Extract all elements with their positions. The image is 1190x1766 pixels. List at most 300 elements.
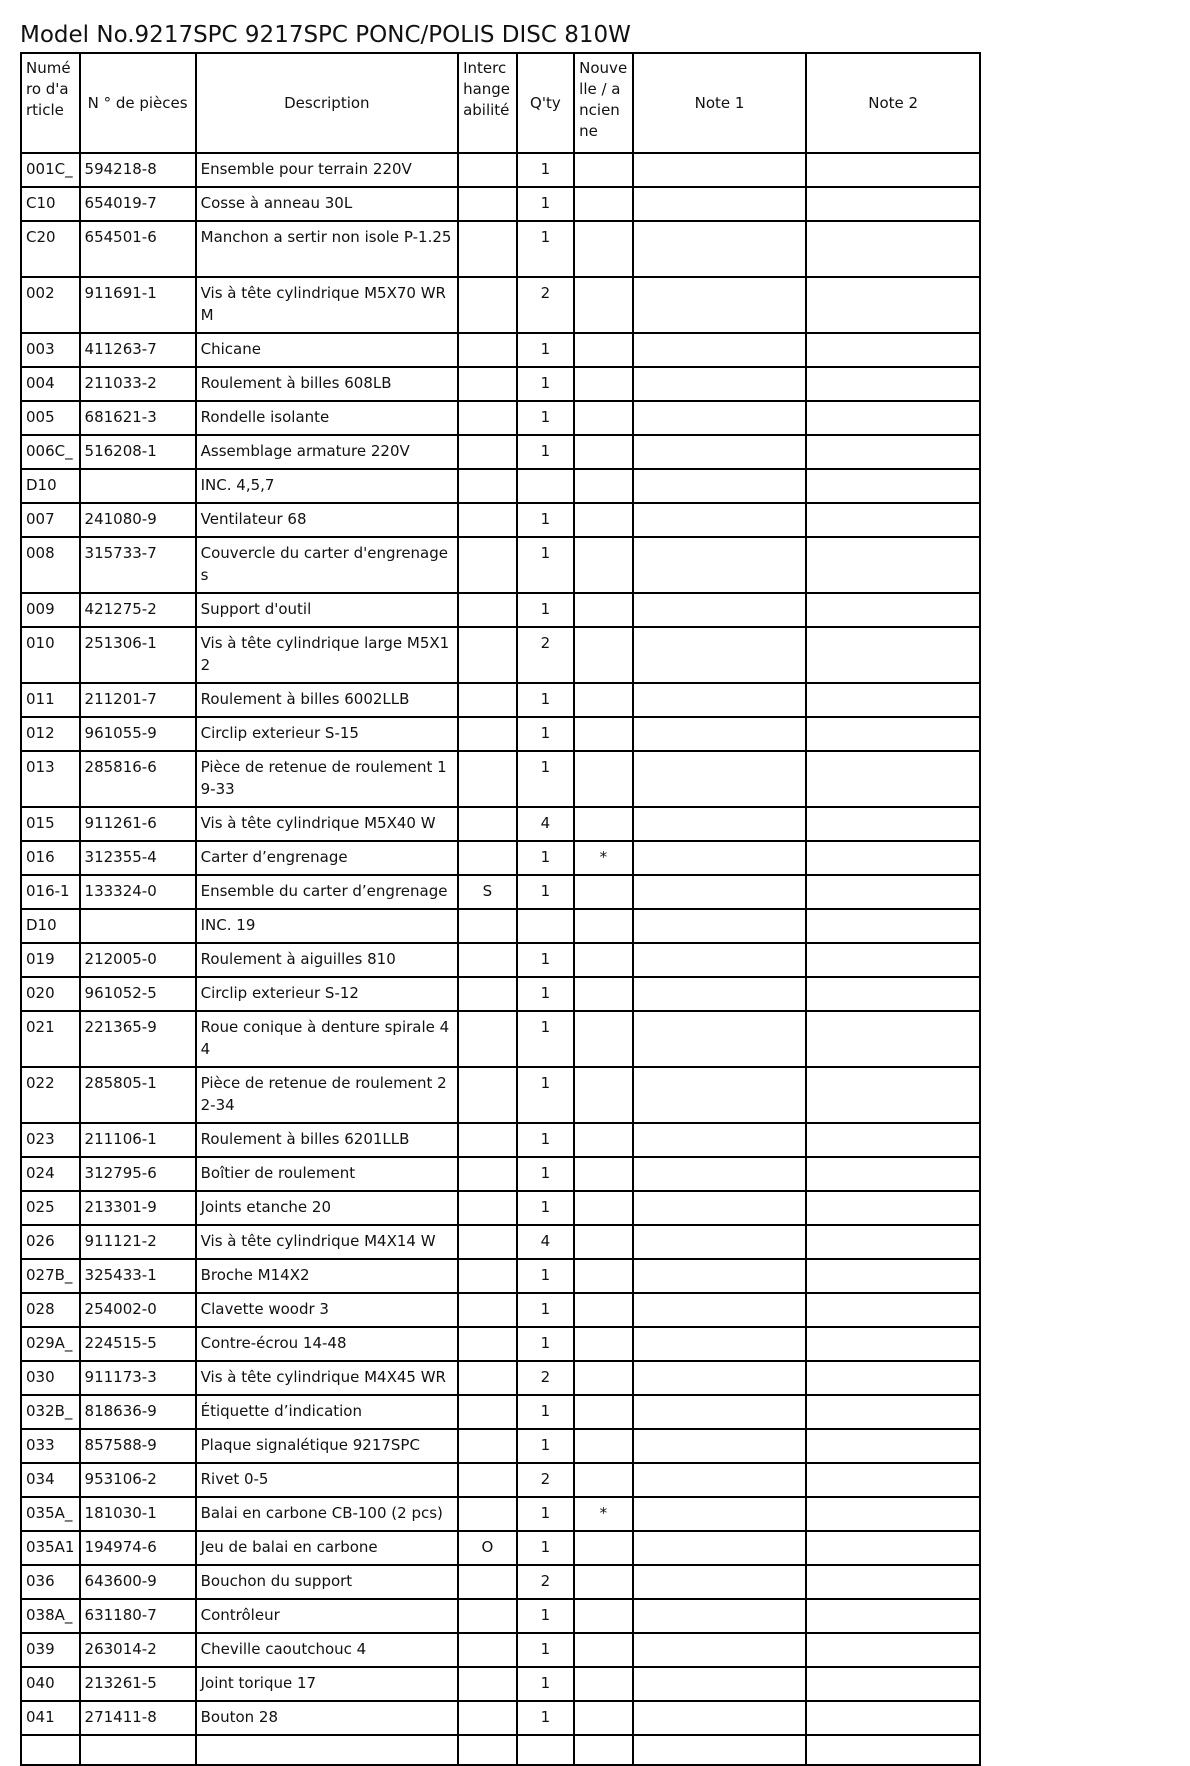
cell-note-2 — [806, 717, 980, 751]
cell-quantity: 1 — [517, 187, 575, 221]
cell-quantity — [517, 469, 575, 503]
table-row — [21, 1123, 980, 1157]
page-title: Model No.9217SPC 9217SPC PONC/POLIS DISC 810W — [20, 22, 631, 48]
cell-interchangeability — [458, 1395, 517, 1429]
table-row — [21, 503, 980, 537]
cell-interchangeability — [458, 1327, 517, 1361]
cell-quantity: 1 — [517, 503, 575, 537]
cell-interchangeability — [458, 537, 517, 593]
cell-note-2 — [806, 909, 980, 943]
cell-interchangeability — [458, 1497, 517, 1531]
cell-interchangeability: S — [458, 875, 517, 909]
cell-quantity: 1 — [517, 367, 575, 401]
cell-new-old — [574, 187, 633, 221]
table-row — [21, 977, 980, 1011]
cell-part-number: 271411-8 — [80, 1701, 196, 1735]
cell-note-2 — [806, 1327, 980, 1361]
cell-quantity: 1 — [517, 1327, 575, 1361]
cell-note-1 — [633, 807, 807, 841]
cell-item-number: 016-1 — [21, 875, 80, 909]
table-row — [21, 537, 980, 593]
cell-note-1 — [633, 187, 807, 221]
cell-new-old — [574, 1259, 633, 1293]
cell-quantity: 1 — [517, 1157, 575, 1191]
table-row — [21, 153, 980, 187]
cell-description: Cheville caoutchouc 4 — [196, 1633, 458, 1667]
cell-note-2 — [806, 537, 980, 593]
cell-interchangeability — [458, 469, 517, 503]
cell-description: Circlip exterieur S-12 — [196, 977, 458, 1011]
cell-new-old — [574, 1735, 633, 1765]
parts-table — [20, 52, 981, 1766]
cell-item-number: 015 — [21, 807, 80, 841]
table-row — [21, 1157, 980, 1191]
cell-new-old — [574, 751, 633, 807]
table-row — [21, 909, 980, 943]
cell-part-number: 194974-6 — [80, 1531, 196, 1565]
cell-new-old — [574, 1123, 633, 1157]
cell-quantity: 1 — [517, 1599, 575, 1633]
cell-part-number: 911261-6 — [80, 807, 196, 841]
cell-description: Roue conique à denture spirale 44 — [196, 1011, 458, 1067]
cell-note-2 — [806, 593, 980, 627]
cell-part-number — [80, 909, 196, 943]
cell-note-2 — [806, 277, 980, 333]
cell-description: Couvercle du carter d'engrenages — [196, 537, 458, 593]
cell-item-number: 026 — [21, 1225, 80, 1259]
cell-quantity: 1 — [517, 683, 575, 717]
cell-part-number: 961055-9 — [80, 717, 196, 751]
table-row — [21, 1633, 980, 1667]
cell-description: Carter d’engrenage — [196, 841, 458, 875]
cell-interchangeability — [458, 1429, 517, 1463]
cell-description: Bouchon du support — [196, 1565, 458, 1599]
cell-new-old — [574, 977, 633, 1011]
cell-new-old — [574, 1667, 633, 1701]
cell-quantity: 1 — [517, 593, 575, 627]
cell-part-number: 285805-1 — [80, 1067, 196, 1123]
cell-note-2 — [806, 1667, 980, 1701]
cell-new-old — [574, 1327, 633, 1361]
cell-note-1 — [633, 1735, 807, 1765]
cell-quantity: 1 — [517, 1259, 575, 1293]
table-row — [21, 683, 980, 717]
cell-item-number: 023 — [21, 1123, 80, 1157]
cell-quantity: 1 — [517, 153, 575, 187]
cell-part-number: 285816-6 — [80, 751, 196, 807]
cell-item-number: C20 — [21, 221, 80, 277]
cell-interchangeability — [458, 1463, 517, 1497]
header-item-number: Numéro d'article — [21, 53, 80, 153]
cell-interchangeability — [458, 841, 517, 875]
table-row — [21, 807, 980, 841]
cell-new-old — [574, 367, 633, 401]
cell-item-number: 039 — [21, 1633, 80, 1667]
cell-note-2 — [806, 1395, 980, 1429]
cell-part-number: 961052-5 — [80, 977, 196, 1011]
cell-description: Cosse à anneau 30L — [196, 187, 458, 221]
cell-quantity — [517, 1735, 575, 1765]
table-row — [21, 1293, 980, 1327]
cell-description: INC. 4,5,7 — [196, 469, 458, 503]
cell-description: Vis à tête cylindrique M4X14 W — [196, 1225, 458, 1259]
cell-note-2 — [806, 153, 980, 187]
cell-description: Bouton 28 — [196, 1701, 458, 1735]
cell-note-1 — [633, 593, 807, 627]
cell-interchangeability — [458, 1225, 517, 1259]
cell-note-1 — [633, 1633, 807, 1667]
table-row — [21, 333, 980, 367]
cell-item-number: 011 — [21, 683, 80, 717]
cell-note-2 — [806, 1497, 980, 1531]
cell-note-1 — [633, 333, 807, 367]
table-row — [21, 1531, 980, 1565]
table-row — [21, 277, 980, 333]
cell-new-old — [574, 1701, 633, 1735]
cell-new-old: * — [574, 841, 633, 875]
cell-item-number: 003 — [21, 333, 80, 367]
cell-note-2 — [806, 627, 980, 683]
cell-item-number: 040 — [21, 1667, 80, 1701]
cell-description: Vis à tête cylindrique large M5X12 — [196, 627, 458, 683]
cell-note-1 — [633, 909, 807, 943]
cell-quantity: 1 — [517, 435, 575, 469]
table-row — [21, 593, 980, 627]
cell-item-number: 022 — [21, 1067, 80, 1123]
cell-item-number: 035A1 — [21, 1531, 80, 1565]
cell-note-1 — [633, 221, 807, 277]
cell-description: Vis à tête cylindrique M5X40 W — [196, 807, 458, 841]
header-part-number: N ° de pièces — [80, 53, 196, 153]
cell-item-number: 033 — [21, 1429, 80, 1463]
table-row — [21, 469, 980, 503]
cell-interchangeability — [458, 1157, 517, 1191]
cell-note-2 — [806, 1123, 980, 1157]
table-row — [21, 435, 980, 469]
cell-quantity: 1 — [517, 717, 575, 751]
cell-quantity: 1 — [517, 1497, 575, 1531]
cell-note-1 — [633, 1361, 807, 1395]
cell-note-2 — [806, 1599, 980, 1633]
cell-description: Ensemble du carter d’engrenage — [196, 875, 458, 909]
cell-new-old — [574, 943, 633, 977]
cell-item-number: D10 — [21, 469, 80, 503]
cell-note-2 — [806, 1293, 980, 1327]
cell-note-1 — [633, 367, 807, 401]
cell-part-number: 654019-7 — [80, 187, 196, 221]
table-header-row — [21, 53, 980, 153]
cell-new-old — [574, 1429, 633, 1463]
cell-note-1 — [633, 1531, 807, 1565]
table-row — [21, 1565, 980, 1599]
cell-item-number: 013 — [21, 751, 80, 807]
cell-part-number: 211106-1 — [80, 1123, 196, 1157]
cell-quantity: 1 — [517, 977, 575, 1011]
cell-description: Joint torique 17 — [196, 1667, 458, 1701]
cell-interchangeability — [458, 627, 517, 683]
cell-quantity: 2 — [517, 1361, 575, 1395]
table-row — [21, 1191, 980, 1225]
table-row — [21, 627, 980, 683]
cell-note-2 — [806, 977, 980, 1011]
cell-note-2 — [806, 333, 980, 367]
cell-interchangeability — [458, 1633, 517, 1667]
cell-part-number: 213301-9 — [80, 1191, 196, 1225]
cell-quantity: 1 — [517, 1701, 575, 1735]
cell-item-number: D10 — [21, 909, 80, 943]
cell-note-2 — [806, 751, 980, 807]
cell-quantity: 2 — [517, 277, 575, 333]
cell-part-number: 325433-1 — [80, 1259, 196, 1293]
table-row — [21, 717, 980, 751]
cell-item-number — [21, 1735, 80, 1765]
cell-description: INC. 19 — [196, 909, 458, 943]
cell-part-number — [80, 469, 196, 503]
cell-item-number: 016 — [21, 841, 80, 875]
cell-note-2 — [806, 875, 980, 909]
cell-quantity: 1 — [517, 1191, 575, 1225]
table-row — [21, 875, 980, 909]
cell-part-number: 911691-1 — [80, 277, 196, 333]
cell-quantity: 1 — [517, 537, 575, 593]
table-row — [21, 1599, 980, 1633]
cell-note-2 — [806, 1633, 980, 1667]
cell-quantity: 1 — [517, 333, 575, 367]
cell-note-1 — [633, 841, 807, 875]
cell-item-number: 029A_ — [21, 1327, 80, 1361]
cell-part-number: 818636-9 — [80, 1395, 196, 1429]
table-row — [21, 401, 980, 435]
cell-interchangeability — [458, 187, 517, 221]
table-row — [21, 841, 980, 875]
cell-interchangeability — [458, 1123, 517, 1157]
header-quantity: Q'ty — [517, 53, 575, 153]
cell-quantity: 1 — [517, 943, 575, 977]
cell-note-1 — [633, 1667, 807, 1701]
cell-part-number: 594218-8 — [80, 153, 196, 187]
table-row — [21, 1667, 980, 1701]
cell-interchangeability — [458, 1565, 517, 1599]
cell-note-2 — [806, 1463, 980, 1497]
cell-description: Jeu de balai en carbone — [196, 1531, 458, 1565]
cell-description: Étiquette d’indication — [196, 1395, 458, 1429]
cell-item-number: 008 — [21, 537, 80, 593]
cell-item-number: 012 — [21, 717, 80, 751]
cell-new-old — [574, 807, 633, 841]
cell-quantity — [517, 909, 575, 943]
cell-item-number: 005 — [21, 401, 80, 435]
cell-interchangeability — [458, 153, 517, 187]
cell-new-old — [574, 1011, 633, 1067]
cell-part-number: 181030-1 — [80, 1497, 196, 1531]
header-new-old: Nouvelle / ancienne — [574, 53, 633, 153]
cell-item-number: 024 — [21, 1157, 80, 1191]
table-row — [21, 1327, 980, 1361]
cell-interchangeability — [458, 435, 517, 469]
cell-note-2 — [806, 503, 980, 537]
cell-interchangeability — [458, 1259, 517, 1293]
cell-interchangeability: O — [458, 1531, 517, 1565]
cell-new-old — [574, 683, 633, 717]
cell-new-old — [574, 537, 633, 593]
cell-note-2 — [806, 841, 980, 875]
cell-interchangeability — [458, 909, 517, 943]
cell-description: Boîtier de roulement — [196, 1157, 458, 1191]
table-row — [21, 751, 980, 807]
cell-interchangeability — [458, 1735, 517, 1765]
cell-description — [196, 1735, 458, 1765]
header-interchangeability: Interchangeabilité — [458, 53, 517, 153]
cell-quantity: 1 — [517, 1531, 575, 1565]
cell-part-number: 221365-9 — [80, 1011, 196, 1067]
cell-part-number: 681621-3 — [80, 401, 196, 435]
cell-item-number: 032B_ — [21, 1395, 80, 1429]
cell-quantity: 1 — [517, 1633, 575, 1667]
cell-interchangeability — [458, 683, 517, 717]
cell-interchangeability — [458, 1011, 517, 1067]
cell-description: Contrôleur — [196, 1599, 458, 1633]
cell-item-number: 027B_ — [21, 1259, 80, 1293]
cell-part-number: 254002-0 — [80, 1293, 196, 1327]
cell-item-number: 020 — [21, 977, 80, 1011]
table-row — [21, 1395, 980, 1429]
cell-description: Vis à tête cylindrique M4X45 WR — [196, 1361, 458, 1395]
cell-quantity: 1 — [517, 1293, 575, 1327]
cell-new-old — [574, 469, 633, 503]
cell-note-2 — [806, 807, 980, 841]
cell-interchangeability — [458, 503, 517, 537]
cell-quantity: 1 — [517, 1395, 575, 1429]
cell-note-2 — [806, 435, 980, 469]
cell-note-2 — [806, 943, 980, 977]
cell-note-1 — [633, 1463, 807, 1497]
cell-note-2 — [806, 1157, 980, 1191]
cell-note-2 — [806, 221, 980, 277]
cell-interchangeability — [458, 1191, 517, 1225]
cell-description: Broche M14X2 — [196, 1259, 458, 1293]
cell-description: Ventilateur 68 — [196, 503, 458, 537]
cell-item-number: 035A_ — [21, 1497, 80, 1531]
cell-item-number: 030 — [21, 1361, 80, 1395]
cell-interchangeability — [458, 1667, 517, 1701]
cell-note-1 — [633, 503, 807, 537]
cell-note-1 — [633, 1191, 807, 1225]
table-row — [21, 943, 980, 977]
cell-note-1 — [633, 435, 807, 469]
cell-item-number: 004 — [21, 367, 80, 401]
cell-description: Roulement à aiguilles 810 — [196, 943, 458, 977]
cell-part-number: 411263-7 — [80, 333, 196, 367]
cell-interchangeability — [458, 1701, 517, 1735]
cell-part-number: 312795-6 — [80, 1157, 196, 1191]
cell-note-1 — [633, 943, 807, 977]
header-description: Description — [196, 53, 458, 153]
cell-note-2 — [806, 1225, 980, 1259]
cell-interchangeability — [458, 277, 517, 333]
cell-quantity: 1 — [517, 221, 575, 277]
cell-note-1 — [633, 1327, 807, 1361]
cell-part-number: 212005-0 — [80, 943, 196, 977]
cell-part-number: 315733-7 — [80, 537, 196, 593]
cell-quantity: 4 — [517, 807, 575, 841]
cell-part-number: 224515-5 — [80, 1327, 196, 1361]
cell-description: Support d'outil — [196, 593, 458, 627]
cell-part-number: 211033-2 — [80, 367, 196, 401]
table-row — [21, 221, 980, 277]
table-row — [21, 1429, 980, 1463]
cell-note-1 — [633, 401, 807, 435]
cell-note-2 — [806, 1701, 980, 1735]
cell-interchangeability — [458, 333, 517, 367]
cell-part-number: 953106-2 — [80, 1463, 196, 1497]
cell-quantity: 2 — [517, 1463, 575, 1497]
cell-item-number: 009 — [21, 593, 80, 627]
table-row — [21, 187, 980, 221]
cell-note-1 — [633, 1123, 807, 1157]
cell-note-1 — [633, 875, 807, 909]
cell-new-old — [574, 1395, 633, 1429]
table-row — [21, 1011, 980, 1067]
cell-note-1 — [633, 1565, 807, 1599]
cell-new-old — [574, 221, 633, 277]
cell-note-1 — [633, 1599, 807, 1633]
cell-description: Contre-écrou 14-48 — [196, 1327, 458, 1361]
cell-new-old — [574, 593, 633, 627]
cell-interchangeability — [458, 367, 517, 401]
cell-interchangeability — [458, 1293, 517, 1327]
cell-note-1 — [633, 1429, 807, 1463]
cell-new-old — [574, 1191, 633, 1225]
cell-part-number: 241080-9 — [80, 503, 196, 537]
cell-note-2 — [806, 1361, 980, 1395]
cell-item-number: C10 — [21, 187, 80, 221]
cell-new-old — [574, 153, 633, 187]
cell-description: Vis à tête cylindrique M5X70 WRM — [196, 277, 458, 333]
cell-note-1 — [633, 1395, 807, 1429]
cell-description: Manchon a sertir non isole P-1.25 — [196, 221, 458, 277]
cell-new-old — [574, 875, 633, 909]
cell-description: Ensemble pour terrain 220V — [196, 153, 458, 187]
cell-note-2 — [806, 683, 980, 717]
cell-note-1 — [633, 1157, 807, 1191]
cell-part-number: 133324-0 — [80, 875, 196, 909]
cell-note-1 — [633, 537, 807, 593]
cell-note-1 — [633, 1067, 807, 1123]
cell-item-number: 028 — [21, 1293, 80, 1327]
cell-item-number: 007 — [21, 503, 80, 537]
cell-note-2 — [806, 1067, 980, 1123]
table-row — [21, 1361, 980, 1395]
cell-part-number: 211201-7 — [80, 683, 196, 717]
cell-description: Circlip exterieur S-15 — [196, 717, 458, 751]
cell-note-1 — [633, 683, 807, 717]
table-row — [21, 367, 980, 401]
cell-description: Rivet 0-5 — [196, 1463, 458, 1497]
table-row — [21, 1497, 980, 1531]
cell-new-old — [574, 717, 633, 751]
cell-new-old — [574, 1067, 633, 1123]
cell-item-number: 021 — [21, 1011, 80, 1067]
cell-item-number: 006C_ — [21, 435, 80, 469]
cell-interchangeability — [458, 401, 517, 435]
cell-description: Roulement à billes 608LB — [196, 367, 458, 401]
cell-note-1 — [633, 717, 807, 751]
cell-part-number: 516208-1 — [80, 435, 196, 469]
table-row — [21, 1225, 980, 1259]
cell-part-number — [80, 1735, 196, 1765]
cell-item-number: 001C_ — [21, 153, 80, 187]
cell-description: Plaque signalétique 9217SPC — [196, 1429, 458, 1463]
